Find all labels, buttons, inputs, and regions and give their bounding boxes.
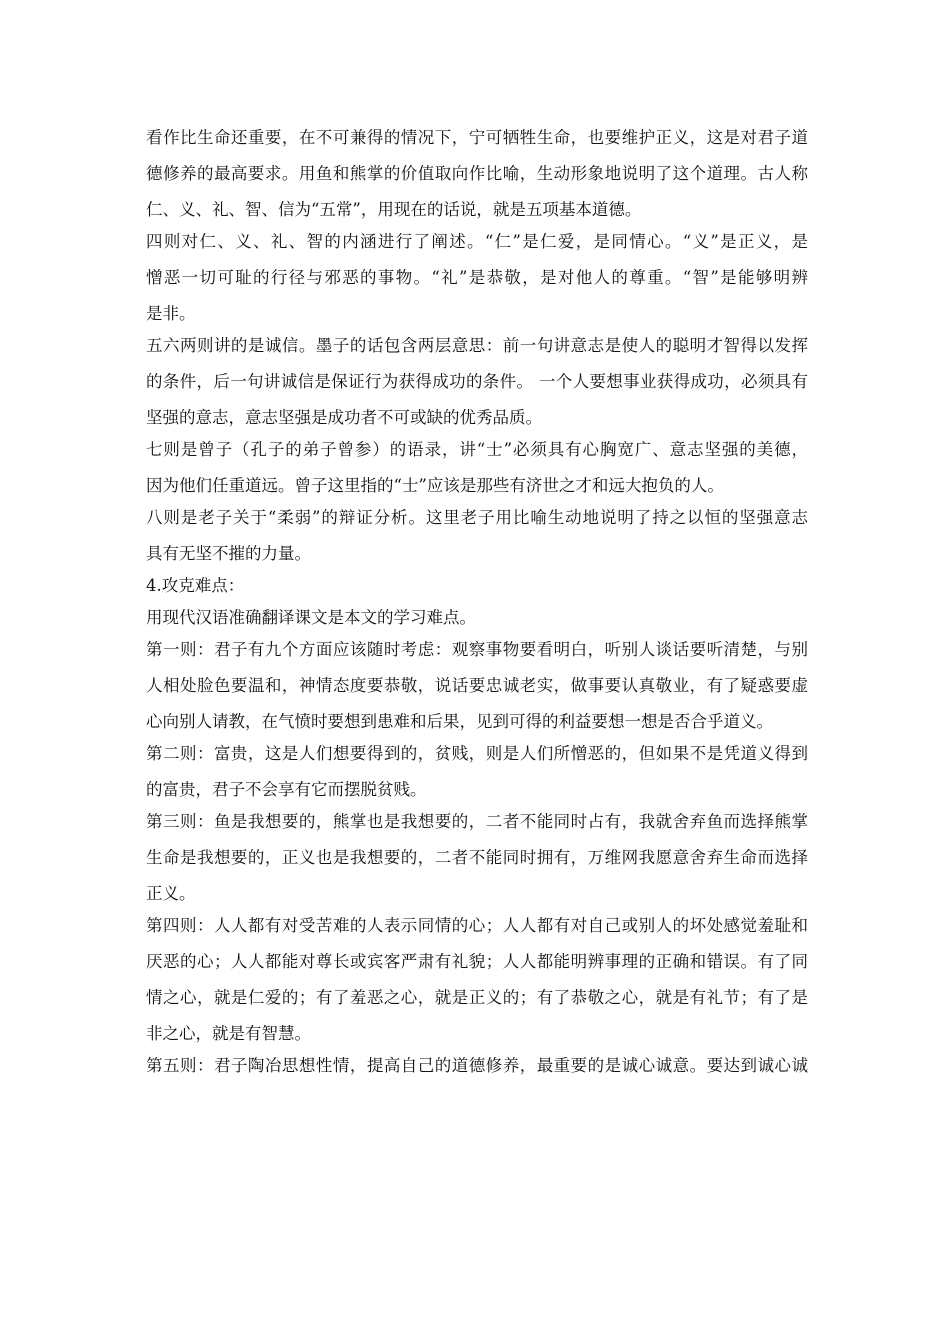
paragraph-fish-bear-paw <box>146 120 808 228</box>
text-line: 四则对仁、义、礼、智的内涵进行了阐述。“仁”是仁爱，是同情心。“义”是正义，是 <box>146 232 808 251</box>
paragraph-translation-second <box>146 736 808 808</box>
text-line: 人相处脸色要温和，神情态度要恭敬，说话要忠诚老实，做事要认真敬业，有了疑惑要虚 <box>146 676 808 695</box>
text-line: 七则是曾子（孔子的弟子曾参）的语录，讲“士”必须具有心胸宽广、意志坚强的美德， <box>146 440 808 459</box>
text-line: 第五则：君子陶冶思想性情，提高自己的道德修养，最重要的是诚心诚意。要达到诚心诚 <box>146 1056 808 1075</box>
text-line: 德修养的最高要求。用鱼和熊掌的价值取向作比喻，生动形象地说明了这个道理。古人称 <box>146 164 808 183</box>
text-line: 的条件，后一句讲诚信是保证行为获得成功的条件。 一个人要想事业获得成功，必须具有 <box>146 372 808 391</box>
text-line: 厌恶的心；人人都能对尊长或宾客严肃有礼貌；人人都能明辨事理的正确和错误。有了同 <box>146 952 808 971</box>
text-line: 八则是老子关于“柔弱”的辩证分析。这里老子用比喻生动地说明了持之以恒的坚强意志 <box>146 508 808 527</box>
paragraph-fifth-sixth-rules <box>146 328 808 436</box>
text-line: 看作比生命还重要，在不可兼得的情况下，宁可牺牲生命，也要维护正义，这是对君子道 <box>146 128 808 147</box>
text-line: 情之心，就是仁爱的；有了羞恶之心，就是正义的；有了恭敬之心，就是有礼节；有了是 <box>146 988 808 1007</box>
text-line: 正义。 <box>146 884 196 903</box>
text-line: 第一则：君子有九个方面应该随时考虑：观察事物要看明白，听别人谈话要听清楚，与别 <box>146 640 808 659</box>
section-heading: 4.攻克难点： <box>146 576 245 595</box>
text-line: 生命是我想要的，正义也是我想要的，二者不能同时拥有，万维网我愿意舍弃生命而选择 <box>146 848 808 867</box>
text-line: 憎恶一切可耻的行径与邪恶的事物。“礼”是恭敬，是对他人的尊重。“智”是能够明辨 <box>146 268 808 287</box>
text-line: 因为他们任重道远。曾子这里指的“士”应该是那些有济世之才和远大抱负的人。 <box>146 476 724 495</box>
text-line: 五六两则讲的是诚信。墨子的话包含两层意思：前一句讲意志是使人的聪明才智得以发挥 <box>146 336 808 355</box>
text-line: 仁、义、礼、智、信为“五常”，用现在的话说，就是五项基本道德。 <box>146 200 642 219</box>
paragraph-difficulty-intro <box>146 600 808 636</box>
text-line: 是非。 <box>146 304 196 323</box>
section-heading-difficulties <box>146 568 808 604</box>
text-line: 坚强的意志，意志坚强是成功者不可或缺的优秀品质。 <box>146 408 542 427</box>
text-line: 的富贵，君子不会享有它而摆脱贫贱。 <box>146 780 427 799</box>
paragraph-seventh-rule <box>146 432 808 504</box>
paragraph-translation-third <box>146 804 808 912</box>
text-line: 非之心，就是有智慧。 <box>146 1024 311 1043</box>
paragraph-fourth-rule <box>146 224 808 332</box>
paragraph-eighth-rule <box>146 500 808 572</box>
text-line: 第四则：人人都有对受苦难的人表示同情的心；人人都有对自己或别人的坏处感觉羞耻和 <box>146 916 808 935</box>
paragraph-translation-fourth <box>146 908 808 1052</box>
text-line: 具有无坚不摧的力量。 <box>146 544 311 563</box>
text-line: 第二则：富贵，这是人们想要得到的，贫贱，则是人们所憎恶的，但如果不是凭道义得到 <box>146 744 808 763</box>
text-line: 心向别人请教，在气愤时要想到患难和后果，见到可得的利益要想一想是否合乎道义。 <box>146 712 773 731</box>
text-line: 用现代汉语准确翻译课文是本文的学习难点。 <box>146 608 476 627</box>
paragraph-translation-first <box>146 632 808 740</box>
document-body <box>146 120 808 1084</box>
paragraph-translation-fifth <box>146 1048 808 1084</box>
text-line: 第三则：鱼是我想要的，熊掌也是我想要的，二者不能同时占有，我就舍弃鱼而选择熊掌 <box>146 812 808 831</box>
